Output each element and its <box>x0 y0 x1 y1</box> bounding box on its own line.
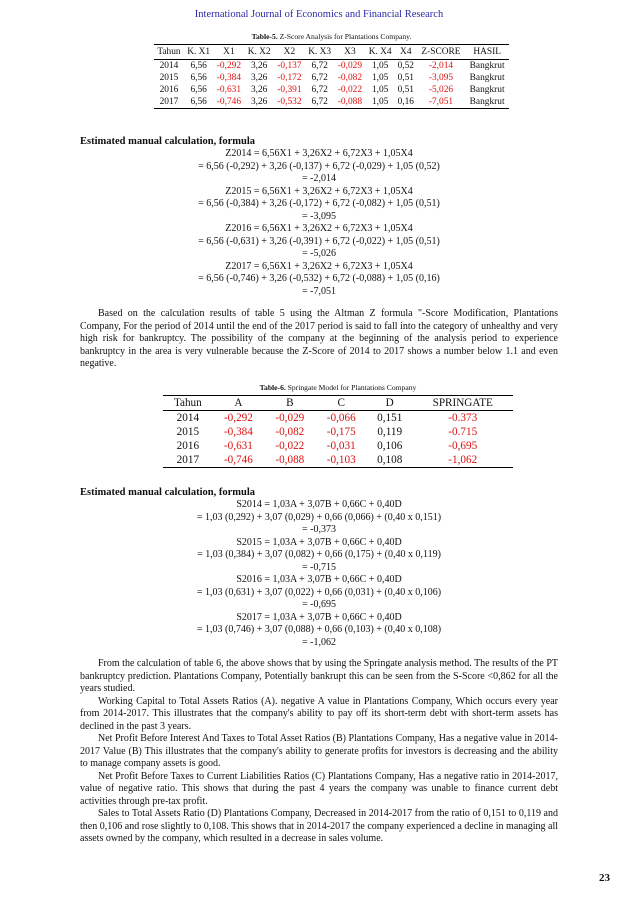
table-cell: -7,051 <box>417 96 466 109</box>
table-cell: 2014 <box>176 412 200 424</box>
table-cell: 0,106 <box>377 440 403 452</box>
col-header: K. X4 <box>365 45 394 60</box>
table-cell: 6,56 <box>190 85 207 95</box>
paragraph-text: Net Profit Before Taxes to Current Liabilities Ratios (C) Plantations Company, Has a negative ratio in 2014-2017, value of negative ratio. This shows that during the past 4 years the company was unable to finance current debt activities through pre-tax profit. <box>80 770 558 807</box>
table-cell: 6,56 <box>190 61 207 71</box>
table-6-caption-text: Springate Model for Plantations Company <box>285 383 417 392</box>
paragraph-text: Based on the calculation results of table 5 using the Altman Z formula "-Score Modification, Plantations Company, For the period of 2014 until the end of the 2017 period is said to fall into the category of unhealthy and very high risk for bankruptcy. The possibility of the company at the beginning of the analysis period to experience bankruptcy in the area is very vulnerable because the Z-Score of 2014 to 2017 shows a number below 1.1 and even negative. <box>80 308 558 369</box>
table-cell: -1,062 <box>413 453 514 468</box>
formula-line: = 6,56 (-0,746) + 3,26 (-0,532) + 6,72 (-0,088) + 1,05 (0,16) <box>198 273 440 284</box>
table-row <box>154 84 509 96</box>
journal-title: International Journal of Economics and Financial Research <box>194 9 444 20</box>
table-row <box>163 453 513 468</box>
formula-line: = -5,026 <box>302 248 336 259</box>
formula-line: = -2,014 <box>302 173 336 184</box>
table-cell: 2017 <box>154 96 184 109</box>
section-1-heading: Estimated manual calculation, formula <box>80 136 255 147</box>
table-cell: -5,026 <box>428 85 454 95</box>
page-number: 23 <box>599 872 610 884</box>
table-cell: 3,26 <box>250 73 268 83</box>
table-cell: 6,72 <box>305 96 334 109</box>
col-header: D <box>367 396 413 411</box>
table-6-block <box>163 383 513 468</box>
formula-line: = 1,03 (0,292) + 3,07 (0,029) + 0,66 (0,066) + (0,40 x 0,151) <box>196 511 442 523</box>
table-cell: -0,175 <box>326 426 356 438</box>
table-cell: 1,05 <box>371 73 389 83</box>
table-cell: -0,022 <box>275 440 305 452</box>
table-cell: -0,746 <box>213 96 244 109</box>
table-cell: Bangkrut <box>469 85 505 95</box>
formula-line: = -3,095 <box>302 210 336 222</box>
paragraph-z-score-conclusion <box>80 308 558 371</box>
table-cell: -0,088 <box>334 96 365 109</box>
table-cell: 6,56 <box>190 73 207 83</box>
formula-line: = 6,56 (-0,384) + 3,26 (-0,172) + 6,72 (-0,082) + 1,05 (0,51) <box>198 198 440 209</box>
paragraph-text: From the calculation of table 6, the above shows that by using the Springate analysis method. The results of the PT bankruptcy prediction. Plantations Company, Potentially bankrupt this can be seen from the S-Score <0,862 for all the years studied. <box>80 658 558 694</box>
formula-line: Z2015 = 6,56X1 + 3,26X2 + 6,72X3 + 1,05X4 <box>225 185 413 197</box>
col-header: Tahun <box>154 45 184 60</box>
table-5-caption-label: Table-5. <box>251 32 278 41</box>
table-cell: 2017 <box>163 453 213 468</box>
table-row <box>154 96 509 109</box>
table-cell: -0,137 <box>277 61 302 71</box>
formula-line: = -1,062 <box>302 636 336 648</box>
formula-line: S2017 = 1,03A + 3,07B + 0,66C + 0,40D <box>236 611 402 623</box>
table-cell: -0,103 <box>316 453 367 468</box>
table-6-header-row <box>163 396 513 411</box>
table-cell: 2016 <box>176 440 200 452</box>
table-cell: 2015 <box>176 426 200 438</box>
table-cell: 2015 <box>159 73 179 83</box>
table-5-block <box>154 32 509 109</box>
table-cell: Bangkrut <box>469 73 505 83</box>
col-header: X3 <box>334 45 365 60</box>
formula-line: = 1,03 (0,384) + 3,07 (0,082) + 0,66 (0,175) + (0,40 x 0,119) <box>197 549 441 560</box>
formula-line: S2016 = 1,03A + 3,07B + 0,66C + 0,40D <box>236 574 402 585</box>
formula-line: = 1,03 (0,631) + 3,07 (0,022) + 0,66 (0,031) + (0,40 x 0,106) <box>196 586 442 598</box>
table-cell: 0,119 <box>377 426 403 438</box>
table-cell: 0,108 <box>367 453 413 468</box>
table-cell: -0,022 <box>337 85 363 95</box>
table-cell: 6,56 <box>184 96 213 109</box>
section-2-heading: Estimated manual calculation, formula <box>80 487 255 498</box>
paragraphs-springate-discussion <box>80 658 558 846</box>
col-header: A <box>213 396 264 411</box>
col-header: C <box>316 396 367 411</box>
table-cell: -0,082 <box>337 73 363 83</box>
table-cell: 3,26 <box>250 85 268 95</box>
table-row <box>154 60 509 73</box>
table-6-caption <box>163 383 513 392</box>
table-cell: -0,384 <box>223 426 253 438</box>
table-cell: 6,72 <box>311 73 328 83</box>
table-cell: 2014 <box>159 61 179 71</box>
formula-line: S2015 = 1,03A + 3,07B + 0,66C + 0,40D <box>236 536 402 548</box>
table-cell: Bangkrut <box>469 61 505 71</box>
formula-line: = -0,373 <box>302 524 336 535</box>
formula-line: = 6,56 (-0,631) + 3,26 (-0,391) + 6,72 (-0,022) + 1,05 (0,51) <box>198 235 440 247</box>
formula-line: = 1,03 (0,746) + 3,07 (0,088) + 0,66 (0,103) + (0,40 x 0,108) <box>196 624 442 635</box>
table-row <box>163 411 513 426</box>
formula-line: = -7,051 <box>302 285 336 297</box>
formula-line: = -0,695 <box>302 599 336 610</box>
formula-line: Z2017 = 6,56X1 + 3,26X2 + 6,72X3 + 1,05X4 <box>225 260 413 272</box>
table-5-caption <box>154 32 509 41</box>
table-cell: 0,51 <box>397 85 414 95</box>
table-cell: -0,631 <box>223 440 253 452</box>
table-row <box>163 425 513 439</box>
formula-line: Z2016 = 6,56X1 + 3,26X2 + 6,72X3 + 1,05X4 <box>225 223 413 234</box>
col-header: Tahun <box>163 396 213 411</box>
table-cell: -0,384 <box>216 73 242 83</box>
table-cell: -0.715 <box>448 426 478 438</box>
col-header: SPRINGATE <box>413 396 514 411</box>
table-cell: -3,095 <box>428 73 454 83</box>
col-header: HASIL <box>465 45 509 60</box>
table-cell: -0,532 <box>274 96 305 109</box>
table-row <box>163 439 513 453</box>
table-row <box>154 72 509 84</box>
table-cell: 0,51 <box>397 73 414 83</box>
formula-line: = -0,715 <box>302 561 336 573</box>
formula-line: = 6,56 (-0,292) + 3,26 (-0,137) + 6,72 (-0,029) + 1,05 (0,52) <box>198 160 440 172</box>
paragraph-text: Net Profit Before Interest And Taxes to Total Asset Ratios (B) Plantations Company, Has a negative value in 2014-2017 Value (B) This illustrates that the company's ability to generate profits for investors is decreasing and the ability to manage company assets is good. <box>80 733 558 769</box>
table-cell: -0,029 <box>275 412 305 424</box>
table-5 <box>154 44 509 109</box>
col-header: X2 <box>274 45 305 60</box>
formula-line: S2014 = 1,03A + 3,07B + 0,66C + 0,40D <box>236 499 402 510</box>
table-cell: 3,26 <box>250 61 268 71</box>
table-cell: -0,088 <box>264 453 315 468</box>
col-header: K. X3 <box>305 45 334 60</box>
table-cell: -0,631 <box>216 85 242 95</box>
table-cell: -0,292 <box>223 412 253 424</box>
col-header: B <box>264 396 315 411</box>
table-cell: -0,695 <box>448 440 478 452</box>
table-6 <box>163 395 513 468</box>
col-header: X1 <box>213 45 244 60</box>
col-header: K. X2 <box>244 45 273 60</box>
table-cell: -0,029 <box>337 61 363 71</box>
table-cell: 1,05 <box>371 85 389 95</box>
paragraph-text: Sales to Total Assets Ratio (D) Plantations Company, Decreased in 2014-2017 from the ratio of 0,151 to 0,119 and then 0,106 and rose slightly to 0,108. This shows that in 2014-2017 the company experienced a decline in managing all assets owned by the company, which resulted in a decrease in sales volume. <box>80 808 558 844</box>
table-cell: -2,014 <box>428 61 454 71</box>
table-cell: 6,72 <box>311 85 328 95</box>
z-score-formulas <box>80 148 558 298</box>
table-cell: 0,52 <box>397 61 414 71</box>
table-cell: -0,066 <box>326 412 356 424</box>
table-cell: 6,72 <box>311 61 328 71</box>
table-6-caption-label: Table-6. <box>259 383 286 392</box>
table-cell: -0,031 <box>326 440 356 452</box>
formula-line: Z2014 = 6,56X1 + 3,26X2 + 6,72X3 + 1,05X4 <box>225 148 413 159</box>
table-cell: 3,26 <box>244 96 273 109</box>
table-cell: 0,151 <box>377 412 403 424</box>
table-cell: -0.373 <box>448 412 478 424</box>
table-cell: -0,391 <box>277 85 302 95</box>
table-cell: Bangkrut <box>465 96 509 109</box>
table-cell: 0,16 <box>395 96 417 109</box>
table-cell: -0,172 <box>277 73 302 83</box>
table-5-caption-text: Z-Score Analysis for Plantations Company. <box>277 32 412 41</box>
table-cell: 1,05 <box>365 96 394 109</box>
table-5-header-row <box>154 45 509 60</box>
table-cell: 1,05 <box>371 61 389 71</box>
table-cell: -0,746 <box>213 453 264 468</box>
paragraph-text: Working Capital to Total Assets Ratios (A). negative A value in Plantations Company, Which occurs every year from 2014-2017. This illustrates that the company's ability to pay off its short-term debt with short-term assets has declined in the past 3 years. <box>80 695 558 732</box>
col-header: X4 <box>395 45 417 60</box>
table-cell: -0,292 <box>216 61 242 71</box>
table-cell: -0,082 <box>275 426 305 438</box>
table-cell: 2016 <box>159 85 179 95</box>
col-header: Z-SCORE <box>417 45 466 60</box>
springate-formulas <box>80 499 558 649</box>
col-header: K. X1 <box>184 45 213 60</box>
